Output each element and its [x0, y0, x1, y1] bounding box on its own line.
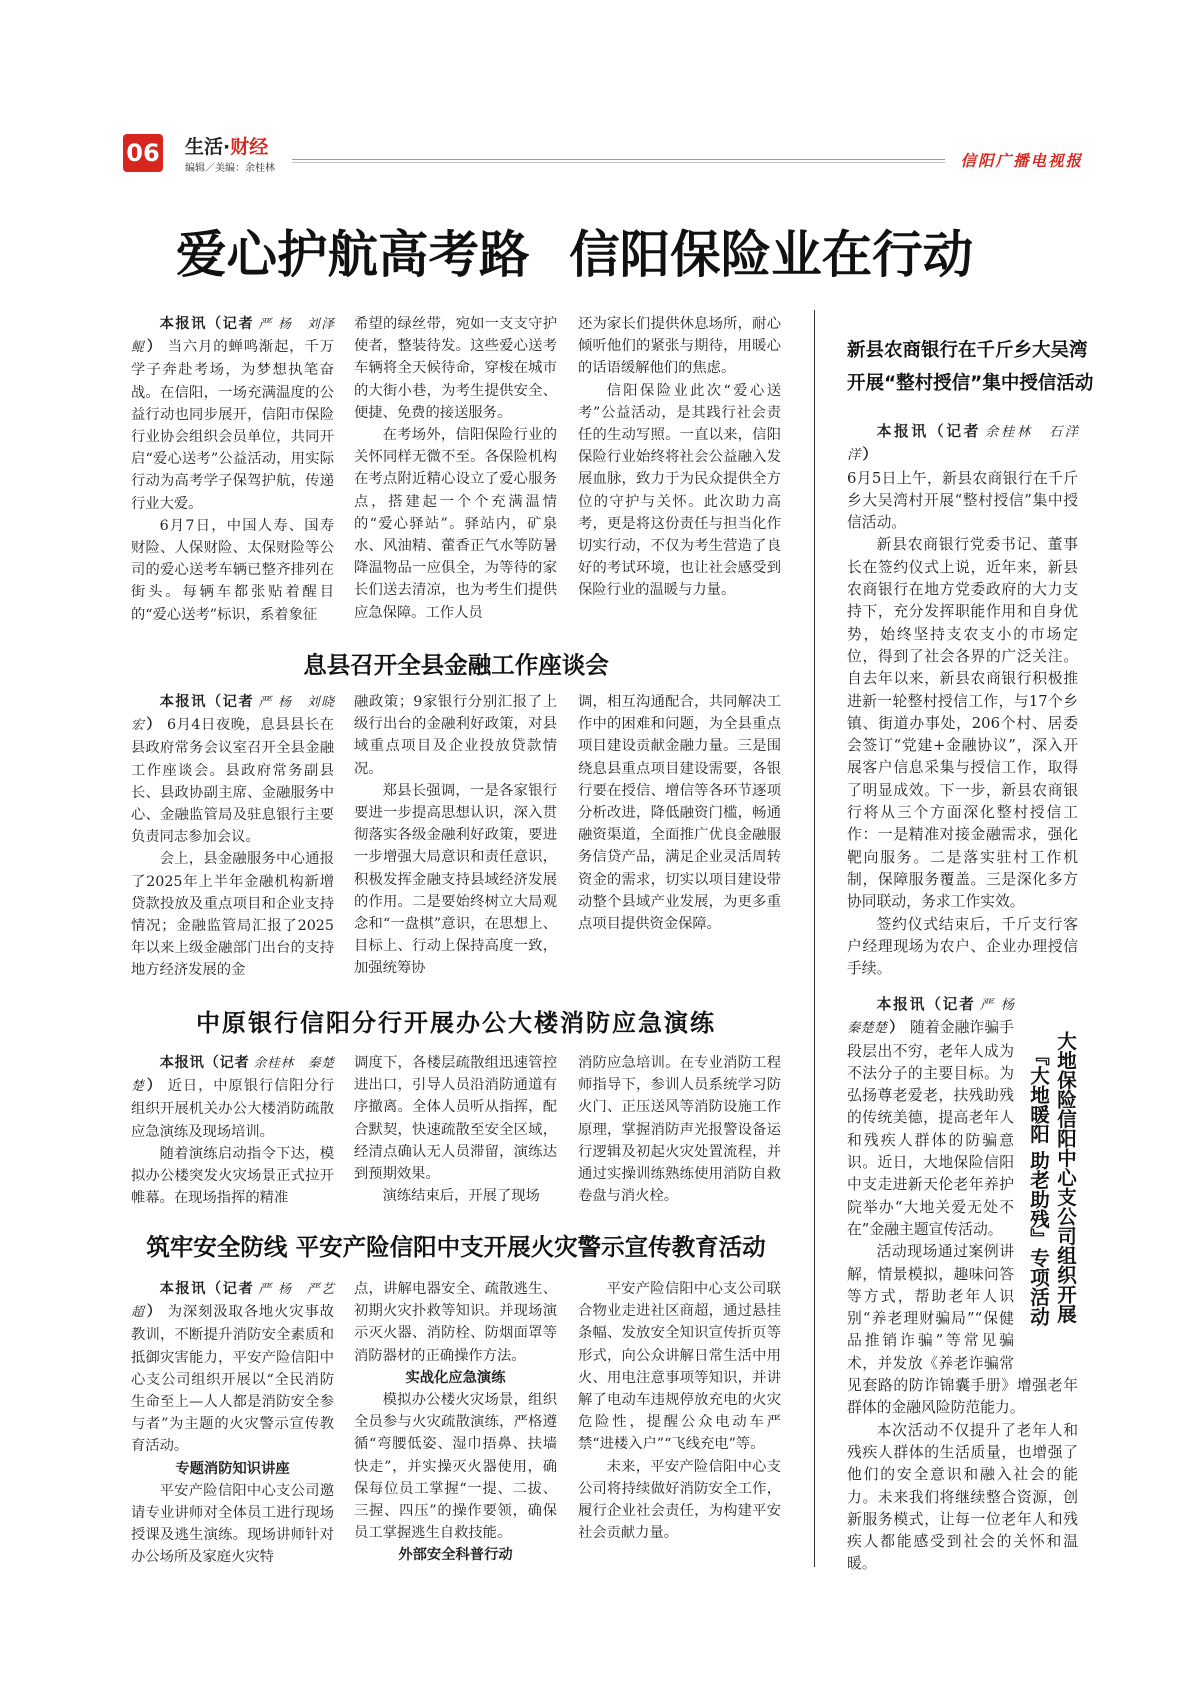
byline-close: ） — [146, 717, 162, 734]
paragraph: 平安产险信阳中心支公司邀请专业讲师对全体员工进行现场授课及逃生演练。现场讲师针对办公场所及家庭火灾特 — [131, 1482, 334, 1566]
paragraph: 消防应急培训。在专业消防工程师指导下，参训人员系统学习防火门、正压送风等消防设施工作原理，掌握消防声光报警设备运行逻辑及初起火灾处置流程，并通过实操训练熟练使用消防自救卷盘与消火栓。 — [578, 1055, 781, 1205]
paragraph — [131, 1052, 334, 1143]
byline-reporters: 严 杨 刘晓宏 — [131, 695, 334, 734]
byline-close: ） — [146, 339, 162, 356]
byline-reporters: 严 杨 刘泽鲲 — [131, 317, 334, 356]
byline-close: ） — [146, 1078, 162, 1095]
paragraph: 还为家长们提供休息场所，耐心倾听他们的紧张与期待，用暖心的话语缓解他们的焦虑。 — [578, 316, 781, 377]
paragraph: 本次活动不仅提升了老年人和残疾人群体的生活质量，也增强了他们的安全意识和融入社会的能力。未来我们将继续整合资源，创新服务模式，让每一位老年人和残疾人都能感受到社会的关怀和温暖。 — [847, 1421, 1078, 1573]
paragraph: 点，讲解电器安全、疏散逃生、初期火灾扑救等知识。并现场演示灭火器、消防栓、防烟面罩等消防器材的正确操作方法。 — [354, 1281, 557, 1364]
byline-reporters: 余桂林 石洋洋 — [847, 425, 1078, 464]
paragraph: 随着演练启动指令下达，模拟办公楼突发火灾场景正式拉开帷幕。在现场指挥的精准 — [131, 1145, 334, 1207]
xinxian-article-body — [847, 421, 1078, 980]
section-sub: 财经 — [230, 136, 269, 158]
paragraph: 未来，平安产险信阳中心支公司将持续做好消防安全工作，履行企业社会责任，为构建平安社会贡献力量。 — [578, 1458, 781, 1542]
paragraph-text: 当六月的蝉鸣渐起，千万学子奔赴考场，为梦想执笔奋战。在信阳，一场充满温度的公益行动也同步展开，信阳市保险行业协会组织会员单位，共同开启“爱心送考”公益活动，用实际行动为高考学子保驾护航，传递行业大爱。 — [131, 339, 335, 512]
byline — [847, 421, 1078, 468]
paragraph: 演练结束后，开展了现场 — [382, 1188, 540, 1205]
paragraph-text: 随着金融诈骗手段层出不穷，老年人成为不法分子的主要目标。为弘扬尊老爱老，扶残助残的传统美德，提高老年人和残疾人群体的防骗意识。近日，大地保险信阳中支走进新天伦老年养护院举办“大地关爱无处不在”金融主题宣传活动。 — [847, 1019, 1014, 1238]
header-rule — [292, 159, 945, 163]
byline-close: ） — [146, 1304, 162, 1321]
paragraph: 调度下，各楼层疏散组迅速管控进出口，引导人员沿消防通道有序撤离。全体人员听从指挥，配合默契，快速疏散至安全区域，经清点确认无人员滞留，演练达到预期效果。 — [354, 1055, 557, 1183]
pingan-column-2 — [354, 1278, 557, 1567]
byline-reporters: 严 杨 秦楚楚 — [847, 998, 1028, 1037]
byline-label: 本报讯（记者 — [876, 996, 976, 1013]
paragraph-text: 为深刻汲取各地火灾事故教训，不断提升消防安全素质和抵御灾害能力，平安产险信阳中心支公司组织开展以“全民消防 生命至上—人人都是消防安全参与者”为主题的火灾警示宣传教育活动。 — [131, 1304, 335, 1455]
paragraph: 在考场外，信阳保险行业的关怀同样无微不至。各保险机构在考点附近精心设立了爱心服务点，搭建起一个个充满温情的“爱心驿站”。驿站内，矿泉水、风油精、藿香正气水等防暑降温物品一应俱全，为等待的家长们送去清凉，也为考生们提供应急保障。工作人员 — [354, 427, 557, 621]
vertical-headline-line: 大地保险信阳中心支公司组织开展 — [1054, 1031, 1077, 1324]
headline-line: 新县农商银行在千斤乡大吴湾 — [847, 340, 1088, 361]
section-title — [185, 136, 268, 158]
paragraph: 信阳保险业此次“爱心送考”公益活动，是其践行社会责任的生动写照。一直以来，信阳保险行业始终将社会公益融入发展血脉，致力于为民众提供全方位的守护与关怀。此次助力高考，更是将这份责任与担当化作切实行动，不仅为考生营造了良好的考试环境，也让社会感受到保险行业的温暖与力量。 — [578, 382, 781, 599]
paper-name: 信阳广播电视报 — [960, 151, 1083, 170]
byline-label: 本报讯（记者 — [159, 1281, 255, 1297]
lead-headline: 爱心护航高考路 信阳保险业在行动 — [176, 225, 974, 284]
pingan-column-3 — [578, 1278, 781, 1544]
zhongyuan-column-3 — [578, 1052, 781, 1207]
lead-column-1 — [131, 313, 334, 626]
vertical-headline-box — [1020, 994, 1078, 1372]
editor-credit: 编辑／美编：余桂林 — [185, 163, 275, 174]
paragraph: 郑县长强调，一是各家银行要进一步提高思想认识，深入贯彻落实各级金融利好政策，要进一步增强大局意识和责任意识，积极发挥金融支持县域经济发展的作用。二是要始终树立大局观念和“一盘棋”意识，在思想上、目标上、行动上保持高度一致，加强统筹协 — [354, 782, 557, 977]
paragraph: 活动现场通过案例讲解，情景模拟，趣味问答等方式，帮助老年人识别“养老理财骗局”“保健品推销诈骗”等常见骗术，并发放《养老诈骗常见套路的防诈锦囊手册》增强老年群体的金融风险防范能力。 — [847, 1243, 1078, 1417]
zhongyuan-column-1 — [131, 1052, 334, 1209]
lead-column-3 — [578, 313, 781, 602]
byline-label: 本报讯（记者 — [159, 694, 255, 710]
article-headline: 息县召开全县金融工作座谈会 — [303, 651, 609, 679]
paragraph — [131, 313, 334, 515]
subheading: 外部安全科普行动 — [398, 1547, 513, 1564]
paragraph: 平安产险信阳中心支公司联合物业走进社区商超，通过悬挂条幅、发放安全知识宣传折页等形式，向公众讲解日常生活中用火、用电注意事项等知识，并讲解了电动车违规停放充电的火灾危险性，提醒公众电动车严禁“进楼入户”“飞线充电”等。 — [578, 1281, 781, 1453]
paragraph — [131, 1278, 334, 1458]
xixian-column-1 — [131, 691, 334, 982]
page-number-badge: 06 — [123, 134, 163, 172]
paragraph-text: 6月4日夜晚，息县县长在县政府常务会议室召开全县金融工作座谈会。县政府常务副县长、县政协副主席、金融服务中心、金融监管局及驻息银行主要负责同志参加会议。 — [131, 717, 335, 846]
paragraph: 6月5日上午，新县农商银行在千斤乡大吴湾村开展“整村授信”集中授信活动。 — [847, 469, 1078, 532]
article-headline: 中原银行信阳分行开展办公大楼消防应急演练 — [196, 1009, 716, 1037]
paragraph: 新县农商银行党委书记、董事长在签约仪式上说，近年来，新县农商银行在地方党委政府的大力支持下，充分发挥职能作用和自身优势，始终坚持支农支小的市场定位，得到了社会各界的广泛关注。自去年以来，新县农商银行积极推进新一轮整村授信工作，与17个乡镇、街道办事处，206个村、居委会签订“党建+金融协议”，深入开展客户信息采集与授信工作，取得了明显成效。下一步，新县农商银行将从三个方面深化整村授信工作：一是精准对接金融需求，强化靶向服务。二是落实驻村工作机制，保障服务覆盖。三是深化多方协同联动，务求工作实效。 — [847, 536, 1078, 911]
headline-line: 开展“整村授信”集中授信活动 — [847, 373, 1094, 394]
paragraph-text: 近日，中原银行信阳分行组织开展机关办公大楼消防疏散应急演练及现场培训。 — [131, 1078, 335, 1140]
paragraph: 模拟办公楼火灾场景，组织全员参与火灾疏散演练，严格遵循“弯腰低姿、湿巾捂鼻、扶墙快走”，并实操灭火器使用，确保每位员工掌握“一提、二拔、三握、四压”的操作要领，确保员工掌握逃生自救技能。 — [354, 1392, 557, 1542]
dadi-article-body — [847, 994, 1078, 1576]
byline-reporters: 余桂林 秦楚楚 — [131, 1056, 335, 1095]
paragraph: 希望的绿丝带，宛如一支支守护使者，整装待发。这些爱心送考车辆将全天候待命，穿梭在城市的大街小巷，为考生提供安全、便捷、免费的接送服务。 — [354, 316, 557, 421]
paragraph: 6月7日，中国人寿、国寿财险、人保财险、太保财险等公司的爱心送考车辆已整齐排列在街头。每辆车都张贴着醒目的“爱心送考”标识，系着象征 — [131, 517, 334, 623]
byline-label: 本报讯（记者 — [159, 316, 255, 332]
byline-close: ） — [889, 1019, 905, 1037]
xixian-column-3 — [578, 691, 781, 935]
subheading: 专题消防知识讲座 — [175, 1460, 290, 1477]
vertical-headline-line: 『大地暖阳 助老助残』专项活动 — [1027, 1046, 1050, 1326]
column-divider — [814, 310, 815, 1567]
paragraph: 调，相互沟通配合，共同解决工作中的困难和问题，为全县重点项目建设贡献金融力量。三是围绕息县重点项目建设需要，各银行要在授信、增信等各环节逐项分析改进，降低融资门槛，畅通融资渠道，全面推广优良金融服务信贷产品，满足企业灵活周转资金的需求，切实以项目建设带动整个县域产业发展，为更多重点项目提供资金保障。 — [578, 694, 781, 933]
paragraph: 会上，县金融服务中心通报了2025年上半年金融机构新增贷款投放及重点项目和企业支持情况；金融监管局汇报了2025年以来上级金融部门出台的支持地方经济发展的金 — [131, 851, 334, 979]
xixian-column-2 — [354, 691, 557, 980]
pingan-column-1 — [131, 1278, 334, 1569]
byline-label: 本报讯（记者 — [159, 1055, 250, 1071]
lead-column-2 — [354, 313, 557, 624]
paragraph — [131, 691, 334, 848]
byline-close: ） — [862, 446, 878, 464]
paragraph: 签约仪式结束后，千斤支行客户经理现场为农户、企业办理授信手续。 — [847, 915, 1078, 978]
section-dot: · — [223, 136, 231, 158]
byline-reporters: 严 杨 严艺超 — [131, 1282, 334, 1321]
article-headline: 筑牢安全防线 平安产险信阳中支开展火灾警示宣传教育活动 — [146, 1233, 766, 1261]
zhongyuan-column-2 — [354, 1052, 557, 1207]
byline-label: 本报讯（记者 — [876, 423, 982, 440]
section-main: 生活 — [185, 136, 224, 158]
paragraph: 融政策；9家银行分别汇报了上级行出台的金融利好政策，对县域重点项目及企业投放贷款情况。 — [354, 694, 557, 777]
article-headline — [847, 334, 1094, 400]
subheading: 实战化应急演练 — [405, 1369, 506, 1386]
